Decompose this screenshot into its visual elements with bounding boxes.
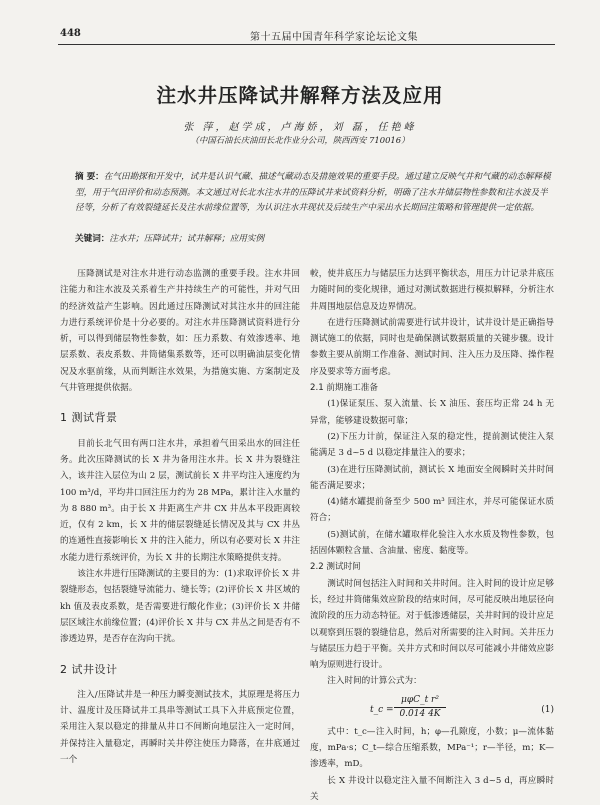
equation-numerator: μφC_t r² [394,694,446,708]
test-time-paragraph: 测试时间包括注入时间和关井时间。注入时间的设计应足够长，经过井筒储集效应阶段的结束时间，尽可能反映出地层径向流阶段的压力动态特征。对于低渗透储层，关井时间的设计应足以观察到压裂的裂缝信息，然后对所需要的注入时间。关井压力与储层压力趋于平衡。关井方式和时间以尽可能减小井储效应影响为原则进行设计。 [310,578,554,671]
page-number: 448 [60,28,81,39]
equation-1 [310,694,554,722]
prep-item-2: (2)下压力计前，保证注入泵的稳定性，提前测试使注入泵能满足 3 d~5 d 以稳定排量注入的要求； [310,431,554,459]
intro-paragraph: 压降测试是对注水井进行动态监测的重要手段。注水井回注能力和注水波及关系着生产井持续生产的可能性，并对气田的经济效益产生影响。因此通过压降测试对其注水井的回注能力进行系统评价是十分必要的。对注水井压降测试资料进行分析，可以得到储层物性参数，如：压力系数、有效渗透率、地层系数、表皮系数、井筒储集系数等，还可以明确油层变化情况及水驱前缘，从而判断注水效果，为措施实施、方案制定及气井管理提供依据。 [60,269,300,394]
section2-paragraph-1: 注入/压降试井是一种压力瞬变测试技术，其原理是将压力计、温度计及压降试井工具串等测试工具下入井底预定位置，采用注入泵以稳定的排量从井口不间断向地层注入一定时间，并保持注入量稳定，再瞬时关井停注使压力降落，在井底通过一个 [60,689,300,766]
section-heading-1: 1 测试背景 [60,411,118,425]
header-rule [58,44,555,45]
section1-paragraph-2: 该注水井进行压降测试的主要目的为：(1)求取评价长 X 井裂缝形态，包括裂缝导流能力、缝长等；(2)评价长 X 井区域的 kh 值及表皮系数，是否需要进行酸化作业；(3)评价长 X 井储层区域注水前缘位置；(4)评价长 X 井与 CX 井丛之间是否有不渗透边界，是否存在沟向干扰。 [60,569,300,645]
abstract-label: 摘 要： [75,172,104,182]
paper-title: 注水井压降试井解释方法及应用 [156,84,444,107]
prep-item-1: (1)保证泵压、泵入流量、长 X 油压、套压均正常 24 h 无异常，能够建设数据可靠； [310,399,554,426]
author-list: 张 萍，赵学成，卢海娇，刘 磊，任艳峰 [183,122,417,133]
keywords-text: 注水井；压降试井；试井解释；应用实例 [109,234,265,244]
equation-number: (1) [541,704,554,715]
prep-item-3: (3)在进行压降测试前，测试长 X 地面安全阀瞬时关井时间能否满足要求； [310,464,554,491]
keywords-label: 关键词： [75,234,110,244]
right-column [310,266,554,805]
prep-item-5: (5)测试前，在储水罐取样化验注入水水质及物性参数，包括固体颗粒含量、含油量、密度、黏度等。 [310,529,554,557]
prep-item-4: (4)储水罐提前备至少 500 m³ 回注水，并尽可能保证水质符合； [310,497,554,524]
subsection-heading-2-2: 2.2 测试时间 [310,562,361,573]
final-paragraph: 长 X 井设计以稳定注入量不间断注入 3 d~5 d，再应瞬时关 [310,775,554,802]
subsection-heading-2-1: 2.1 前期施工准备 [310,383,378,394]
equation-fraction [394,694,446,721]
variable-definitions: 式中：t_c—注入时间，h；φ—孔隙度，小数；μ—流体黏度，mPa·s；C_t—综合压缩系数，MPa⁻¹；r—半径，m；K—渗透率，mD。 [310,726,554,770]
formula-intro: 注入时间的计算公式为： [327,676,422,687]
keywords [75,232,552,244]
equation-lhs: t_c = [370,704,394,715]
section1-paragraph-1: 目前长北气田有两口注水井，承担着气田采出水的回注任务。此次压降测试的长 X 井为备用注水井。长 X 井为裂缝注入，该井注入层位为山 2 层，测试前长 X 井平均注入速度约为 100 m³/d，平均井口回注压力约为 28 MPa，累计注入水量约为 8 880 m³。由于长 X 井距离生产井 CX 井丛本平段距离较近，仅有 2 km，长 X 井的储层裂缝延长情况及其与 CX 井丛的连通性直接影响长 X 井的注入能力，所以有必要对长 X 井注水能力进行系统评价，为长 X 井的长期注水策略提供支持。 [60,438,300,563]
abstract [75,170,552,217]
abstract-text: 在气田勘探和开发中，试井是认识气藏、描述气藏动态及措施效果的重要手段。通过建立反映气井和气藏的动态解释模型，用于气田评价和动态预测。本文通过对长北水注水井的压降试井来试资料分析，明确了注水井储层物性参数和注水波及半径等，分析了有效裂缝延长及注水前缘位置等，为认识注水井现状及后续生产中采出水长期回注策略和管理提供一定依据。 [75,172,551,214]
section-heading-2: 2 试井设计 [60,662,118,676]
journal-title: 第十五届中国青年科学家论坛论文集 [250,32,418,43]
equation-denominator: 0.014 4K [399,708,441,719]
design-paragraph: 在进行压降测试前需要进行试井设计，试井设计是正确指导测试施工的依据，同时也是确保测试数据质量的关键步骤。设计参数主要从前期工作准备、测试时间、注入压力及压降、操作程序及要求等方面考虑。 [310,317,554,377]
affiliation: （中国石油长庆油田长北作业分公司，陕西西安 710016） [190,135,410,145]
running-header [60,28,550,42]
continued-paragraph: 較，使井底压力与储层压力达到平衡状态，用压力计记录井底压力随时间的变化规律，通过对测试数据进行模拟解释，分析注水井周围地层信息及边界情况。 [310,269,554,312]
